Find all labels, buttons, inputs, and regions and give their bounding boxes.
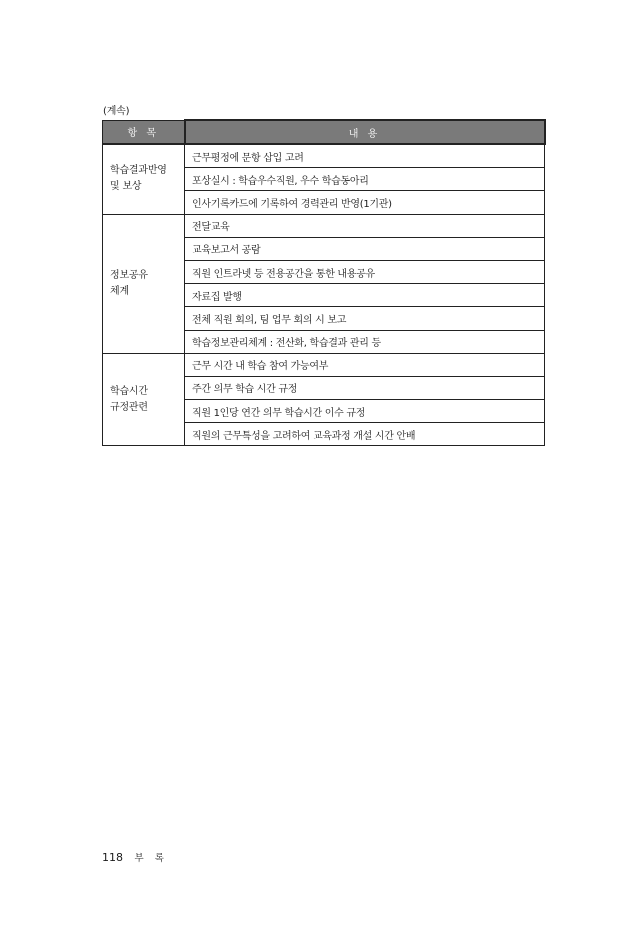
content-cell: 전달교육 [185,214,545,237]
table-row [103,214,545,237]
category-label-line: 학습결과반영 [110,165,167,177]
category-label-line: 규정관련 [110,401,148,413]
content-cell: 교육보고서 공람 [185,237,545,260]
category-cell-learning-time [103,353,185,446]
category-cell-learning-results [103,144,185,214]
table-row [103,353,545,376]
section-label: 부 록 [134,853,168,864]
content-cell: 근무평정에 문항 삽입 고려 [185,144,545,168]
content-cell: 자료집 발행 [185,284,545,307]
content-cell: 근무 시간 내 학습 참여 가능여부 [185,353,545,376]
table-row [103,144,545,168]
content-cell: 인사기록카드에 기록하여 경력관리 반영(1기관) [185,191,545,214]
header-item: 항 목 [103,120,185,144]
category-cell-info-sharing [103,214,185,353]
category-label-line: 체계 [110,285,129,297]
category-label-line: 및 보상 [110,181,142,193]
content-cell: 주간 의무 학습 시간 규정 [185,376,545,399]
category-label-line: 정보공유 [110,269,148,281]
learning-policy-table [102,119,546,446]
content-cell: 전체 직원 회의, 팀 업무 회의 시 보고 [185,307,545,330]
content-cell: 학습정보관리체계 : 전산화, 학습결과 관리 등 [185,330,545,353]
content-cell: 직원 1인당 연간 의무 학습시간 이수 규정 [185,400,545,423]
category-label-line: 학습시간 [110,385,148,397]
content-cell: 직원 인트라넷 등 전용공간을 통한 내용공유 [185,260,545,283]
page-number: 118 [102,851,123,864]
content-cell: 포상실시 : 학습우수직원, 우수 학습동아리 [185,168,545,191]
table-header-row [103,120,545,144]
page-footer [102,850,168,864]
continued-label: (계속) [103,106,130,117]
content-cell: 직원의 근무특성을 고려하여 교육과정 개설 시간 안배 [185,423,545,446]
header-content: 내 용 [185,120,545,144]
